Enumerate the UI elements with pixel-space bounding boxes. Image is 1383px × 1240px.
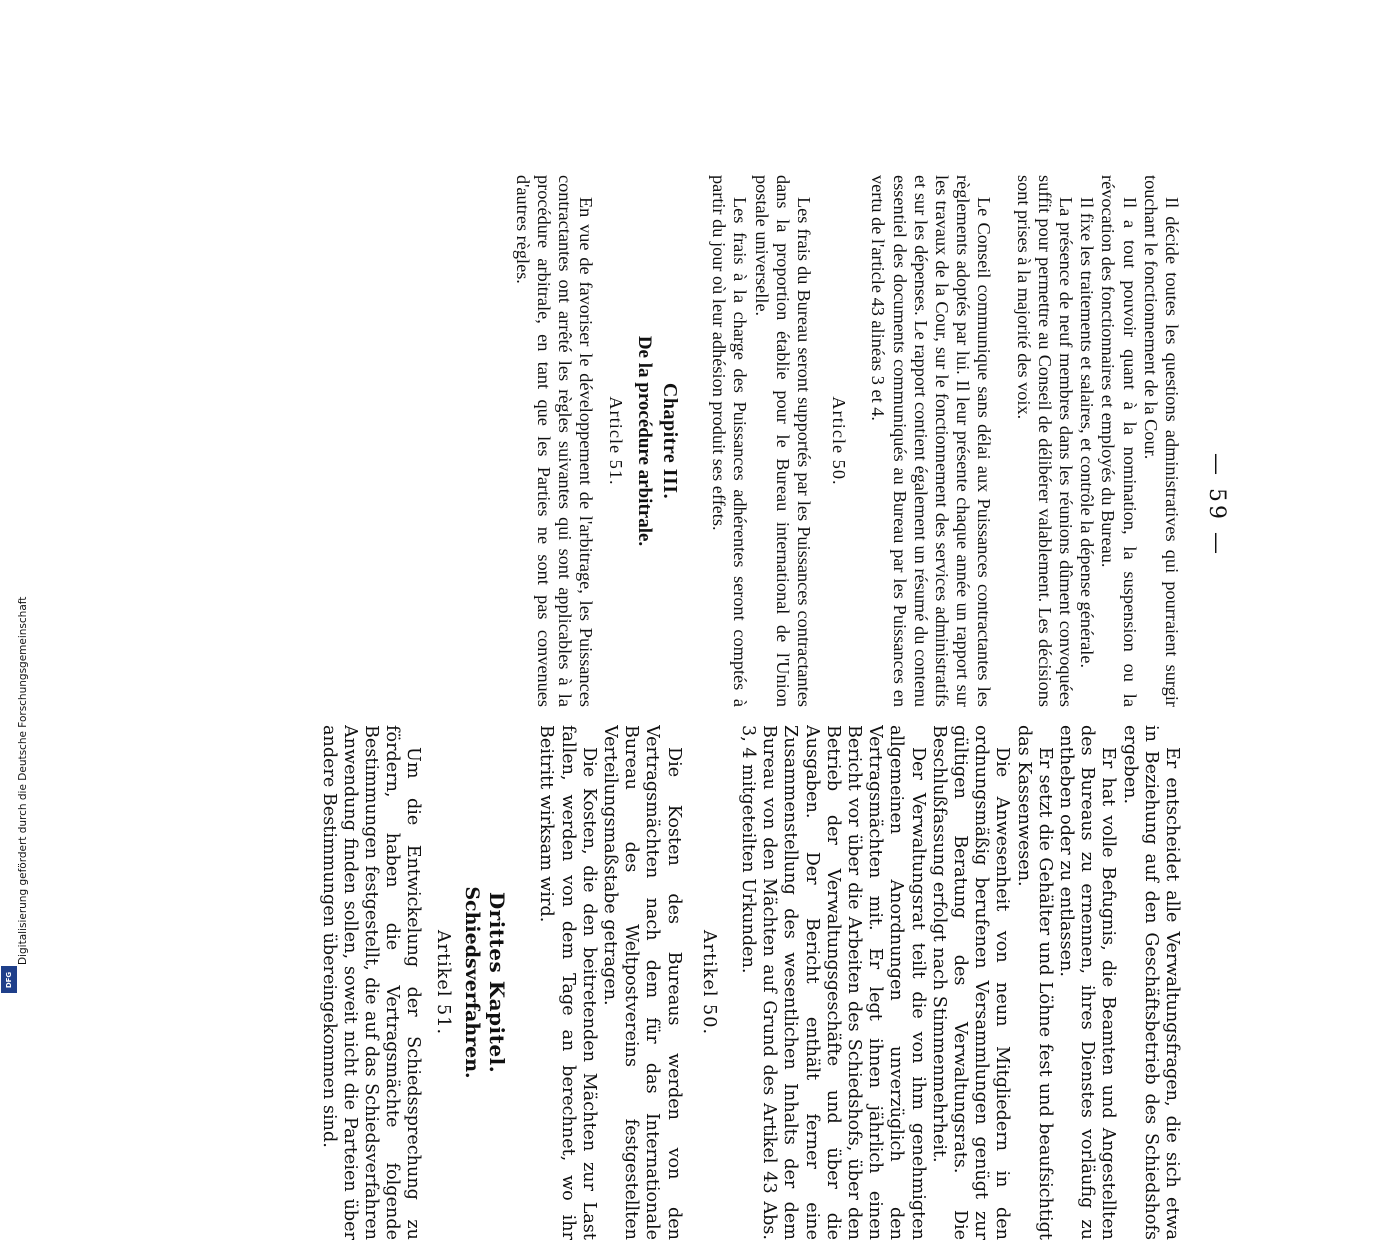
rotated-page-content: [140, 175, 1230, 1240]
fr-paragraph-8: En vue de favoriser le développement de l'arbitrage, les Puissances contractantes ont arrêté les règles suivantes qui sont applicables à la procédure arbitrale, en tant que les Parties ne sont pas convenues d'autres règles.: [512, 175, 597, 707]
fr-paragraph-5: Le Conseil communique sans délai aux Puissances contractantes les règlements adoptés par lui. Il leur présente chaque année un rapport sur les travaux de la Cour, sur le fonctionnement des services administratifs et sur les dépenses. Le rapport contient également un résumé du contenu essentiel des documents communiqués au Bureau par les Puissances en vertu de l'article 43 alinéas 3 et 4.: [868, 175, 995, 707]
fr-chapter-title: De la procédure arbitrale.: [633, 335, 655, 547]
de-paragraph-6: Die Kosten des Bureaus werden von den Vertragsmächten nach dem für das Internationale Bureau des Weltpostvereins festgestellten Verteilungsmaßstabe getragen.: [599, 725, 684, 1240]
page-number: — 59 —: [1204, 453, 1229, 557]
fr-chapter-heading: Chapitre III.: [658, 382, 681, 500]
de-paragraph-1: Er entscheidet alle Verwaltungsfragen, die sich etwa in Beziehung auf den Geschäftsbetrieb des Schiedshofs ergeben.: [1119, 725, 1182, 1240]
french-column: [142, 175, 1182, 707]
de-paragraph-4: Die Anwesenheit von neun Mitgliedern in den ordnungsmäßig berufenen Versammlungen genügt zur gültigen Beratung des Verwaltungsrats. Die Beschlußfassung erfolgt nach Stimmenmehrheit.: [928, 725, 1013, 1240]
fr-paragraph-1: Il décide toutes les questions administratives qui pourraient surgir touchant le fonctionnement de la Cour.: [1140, 175, 1182, 707]
de-paragraph-2: Er hat volle Befugnis, die Beamten und Angestellten des Bureaus zu ernennen, ihres Dienstes vorläufig zu entheben oder zu entlassen.: [1055, 725, 1119, 1240]
de-paragraph-7: Die Kosten, die den beitretenden Mächten zur Last fallen, werden von dem Tage an berechnet, wo ihr Beitritt wirksam wird.: [536, 725, 599, 1240]
fr-paragraph-3: Il fixe les traitements et salaires, et contrôle la dépense générale.: [1077, 197, 1098, 669]
dfg-logo-icon: DFG: [1, 966, 17, 993]
de-paragraph-8: Um die Entwickelung der Schiedssprechung zu fördern, haben die Vertragsmächte folgende Bestimmungen festgestellt, die auf das Schiedsverfahren Anwendung finden sollen, soweit nicht die Parteien über andere Bestimmungen übereingekommen sind.: [318, 725, 424, 1240]
de-chapter-heading: Drittes Kapitel.: [485, 891, 510, 1074]
fr-article-51-heading: Article 51.: [605, 396, 626, 486]
fr-paragraph-2: Il a tout pouvoir quant à la nomination, la suspension ou la révocation des fonctionnaires et employés du Bureau.: [1098, 175, 1140, 707]
fr-paragraph-4: La présence de neuf membres dans les réunions dûment convoquées suffit pour permettre au Conseil de délibérer valablement. Les décisions sont prises à la majorité des voix.: [1013, 175, 1076, 707]
fr-paragraph-6: Les frais du Bureau seront supportés par les Puissances contractantes dans la proportion établie pour le Bureau international de l'Union postale universelle.: [751, 175, 814, 707]
de-paragraph-3: Er setzt die Gehälter und Löhne fest und beaufsichtigt das Kassenwesen.: [1013, 725, 1055, 1240]
de-chapter-title: Schiedsverfahren.: [460, 886, 483, 1079]
digitization-credit: Digitalisierung gefördert durch die Deutsche Forschungsgemeinschaft: [17, 596, 29, 965]
de-article-50-heading: Artikel 50.: [698, 929, 719, 1036]
de-paragraph-5: Der Verwaltungsrat teilt die von ihm genehmigten allgemeinen Anordnungen unverzüglich den Vertragsmächten mit. Er legt ihnen jährlich einen Bericht vor über die Arbeiten des Schiedshofs, über den Betrieb der Verwaltungsgeschäfte und über die Ausgaben. Der Bericht enthält ferner eine Zusammenstellung des wesentlichen Inhalts der dem Bureau von den Mächten auf Grund des Artikel 43 Abs. 3, 4 mitgeteilten Urkunden.: [737, 725, 928, 1240]
german-column: [142, 725, 1182, 1240]
fr-article-50-heading: Article 50.: [829, 396, 850, 486]
de-article-51-heading: Artikel 51.: [432, 929, 453, 1036]
fr-paragraph-7: Les frais à la charge des Puissances adhérentes seront comptés à partir du jour où leur adhésion produit ses effets.: [709, 175, 751, 707]
